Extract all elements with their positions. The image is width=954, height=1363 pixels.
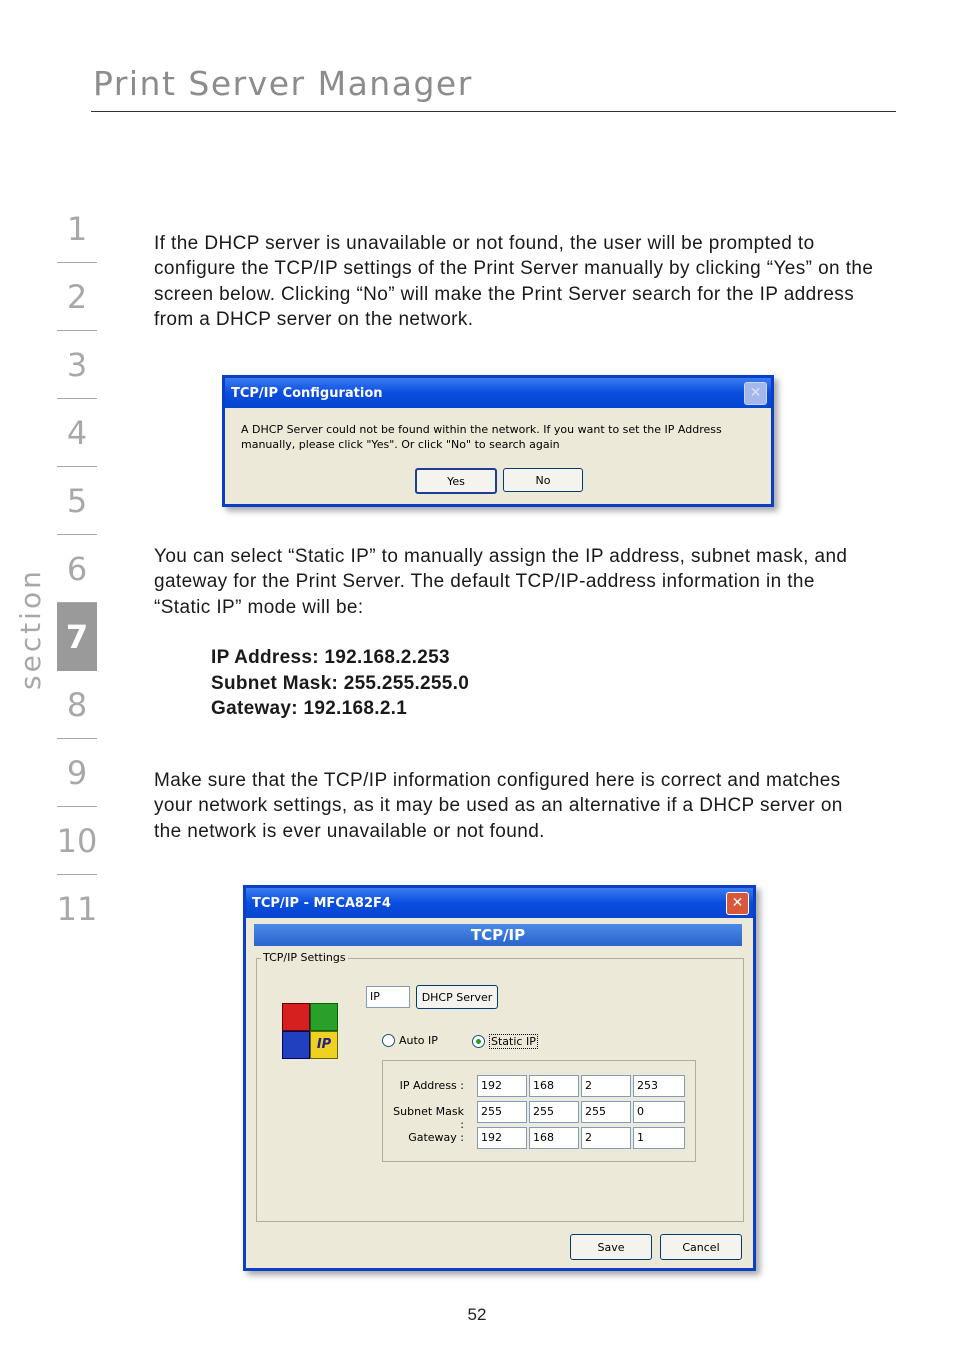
page-title: Print Server Manager (93, 64, 473, 103)
section-11[interactable]: 11 (56, 890, 98, 928)
no-button[interactable]: No (503, 468, 583, 492)
mask-octet-3[interactable]: 255 (581, 1101, 631, 1123)
ip-octet-4[interactable]: 253 (633, 1075, 685, 1097)
dialog-title: TCP/IP - MFCA82F4 (252, 895, 391, 911)
mask-octet-1[interactable]: 255 (477, 1101, 527, 1123)
close-icon[interactable]: ✕ (726, 892, 749, 915)
section-7-active[interactable]: 7 (57, 603, 97, 671)
section-1[interactable]: 1 (57, 195, 97, 263)
section-8[interactable]: 8 (57, 671, 97, 739)
default-mask: Subnet Mask: 255.255.255.0 (211, 672, 470, 694)
subnet-mask-label: Subnet Mask : (393, 1105, 464, 1131)
gateway-label: Gateway : (408, 1131, 464, 1144)
logo-letter: IP (310, 1031, 338, 1059)
default-gateway: Gateway: 192.168.2.1 (211, 698, 408, 719)
radio-dot-selected (472, 1035, 485, 1048)
section-6[interactable]: 6 (57, 535, 97, 603)
radio-dot (382, 1034, 395, 1047)
page-number: 52 (467, 1305, 487, 1324)
section-4[interactable]: 4 (57, 399, 97, 467)
section-3[interactable]: 3 (57, 331, 97, 399)
dhcp-not-found-dialog (222, 375, 774, 507)
gateway-octet-1[interactable]: 192 (477, 1127, 527, 1149)
ip-address-label: IP Address : (399, 1079, 464, 1092)
tcpip-settings-dialog (243, 885, 756, 1271)
ip-octet-2[interactable]: 168 (529, 1075, 579, 1097)
default-ip: IP Address: 192.168.2.253 (211, 647, 450, 668)
intro-paragraph: If the DHCP server is unavailable or not found, the user will be prompted to configure the TCP/IP settings of the Print Server manually by clicking “Yes” on the screen below. Clicking “No” will make the Print Server search for the IP address from a DHCP server on the network. (154, 233, 874, 330)
tcpip-banner: TCP/IP (254, 924, 742, 946)
section-label: section (14, 568, 47, 690)
dialog-titlebar (246, 888, 753, 918)
default-settings (211, 645, 469, 722)
mask-octet-4[interactable]: 0 (633, 1101, 685, 1123)
gateway-octet-3[interactable]: 2 (581, 1127, 631, 1149)
section-9[interactable]: 9 (57, 739, 97, 807)
static-ip-paragraph: You can select “Static IP” to manually assign the IP address, subnet mask, and gateway for the Print Server. The default TCP/IP-address information in the “Static IP” mode will be: (154, 546, 848, 618)
dhcp-server-button[interactable]: DHCP Server (416, 985, 498, 1009)
title-rule (91, 111, 896, 112)
ip-octet-3[interactable]: 2 (581, 1075, 631, 1097)
static-ip-label: Static IP (491, 1035, 536, 1048)
gateway-octet-4[interactable]: 1 (633, 1127, 685, 1149)
auto-ip-radio[interactable] (382, 1034, 438, 1047)
cancel-button[interactable]: Cancel (660, 1234, 742, 1260)
section-2[interactable]: 2 (57, 263, 97, 331)
dialog-titlebar (225, 378, 771, 408)
ip-octet-1[interactable]: 192 (477, 1075, 527, 1097)
tcpip-logo-icon (282, 1003, 338, 1059)
group-label: TCP/IP Settings (263, 951, 346, 964)
dialog-title: TCP/IP Configuration (231, 385, 383, 401)
mask-octet-2[interactable]: 255 (529, 1101, 579, 1123)
yes-button[interactable]: Yes (415, 468, 497, 494)
save-button[interactable]: Save (570, 1234, 652, 1260)
close-icon[interactable]: ✕ (744, 382, 767, 405)
section-nav (57, 195, 97, 943)
ip-mode-field[interactable]: IP (366, 986, 410, 1008)
section-5[interactable]: 5 (57, 467, 97, 535)
static-ip-radio[interactable] (472, 1034, 538, 1049)
dialog-message: A DHCP Server could not be found within the network. If you want to set the IP Address manually, please click "Yes". Or click "No" to search again (241, 423, 722, 451)
auto-ip-label: Auto IP (399, 1034, 438, 1047)
section-10[interactable]: 10 (57, 807, 97, 875)
gateway-octet-2[interactable]: 168 (529, 1127, 579, 1149)
verify-paragraph: Make sure that the TCP/IP information configured here is correct and matches your network settings, as it may be used as an alternative if a DHCP server on the network is ever unavailable or not found. (154, 770, 843, 842)
